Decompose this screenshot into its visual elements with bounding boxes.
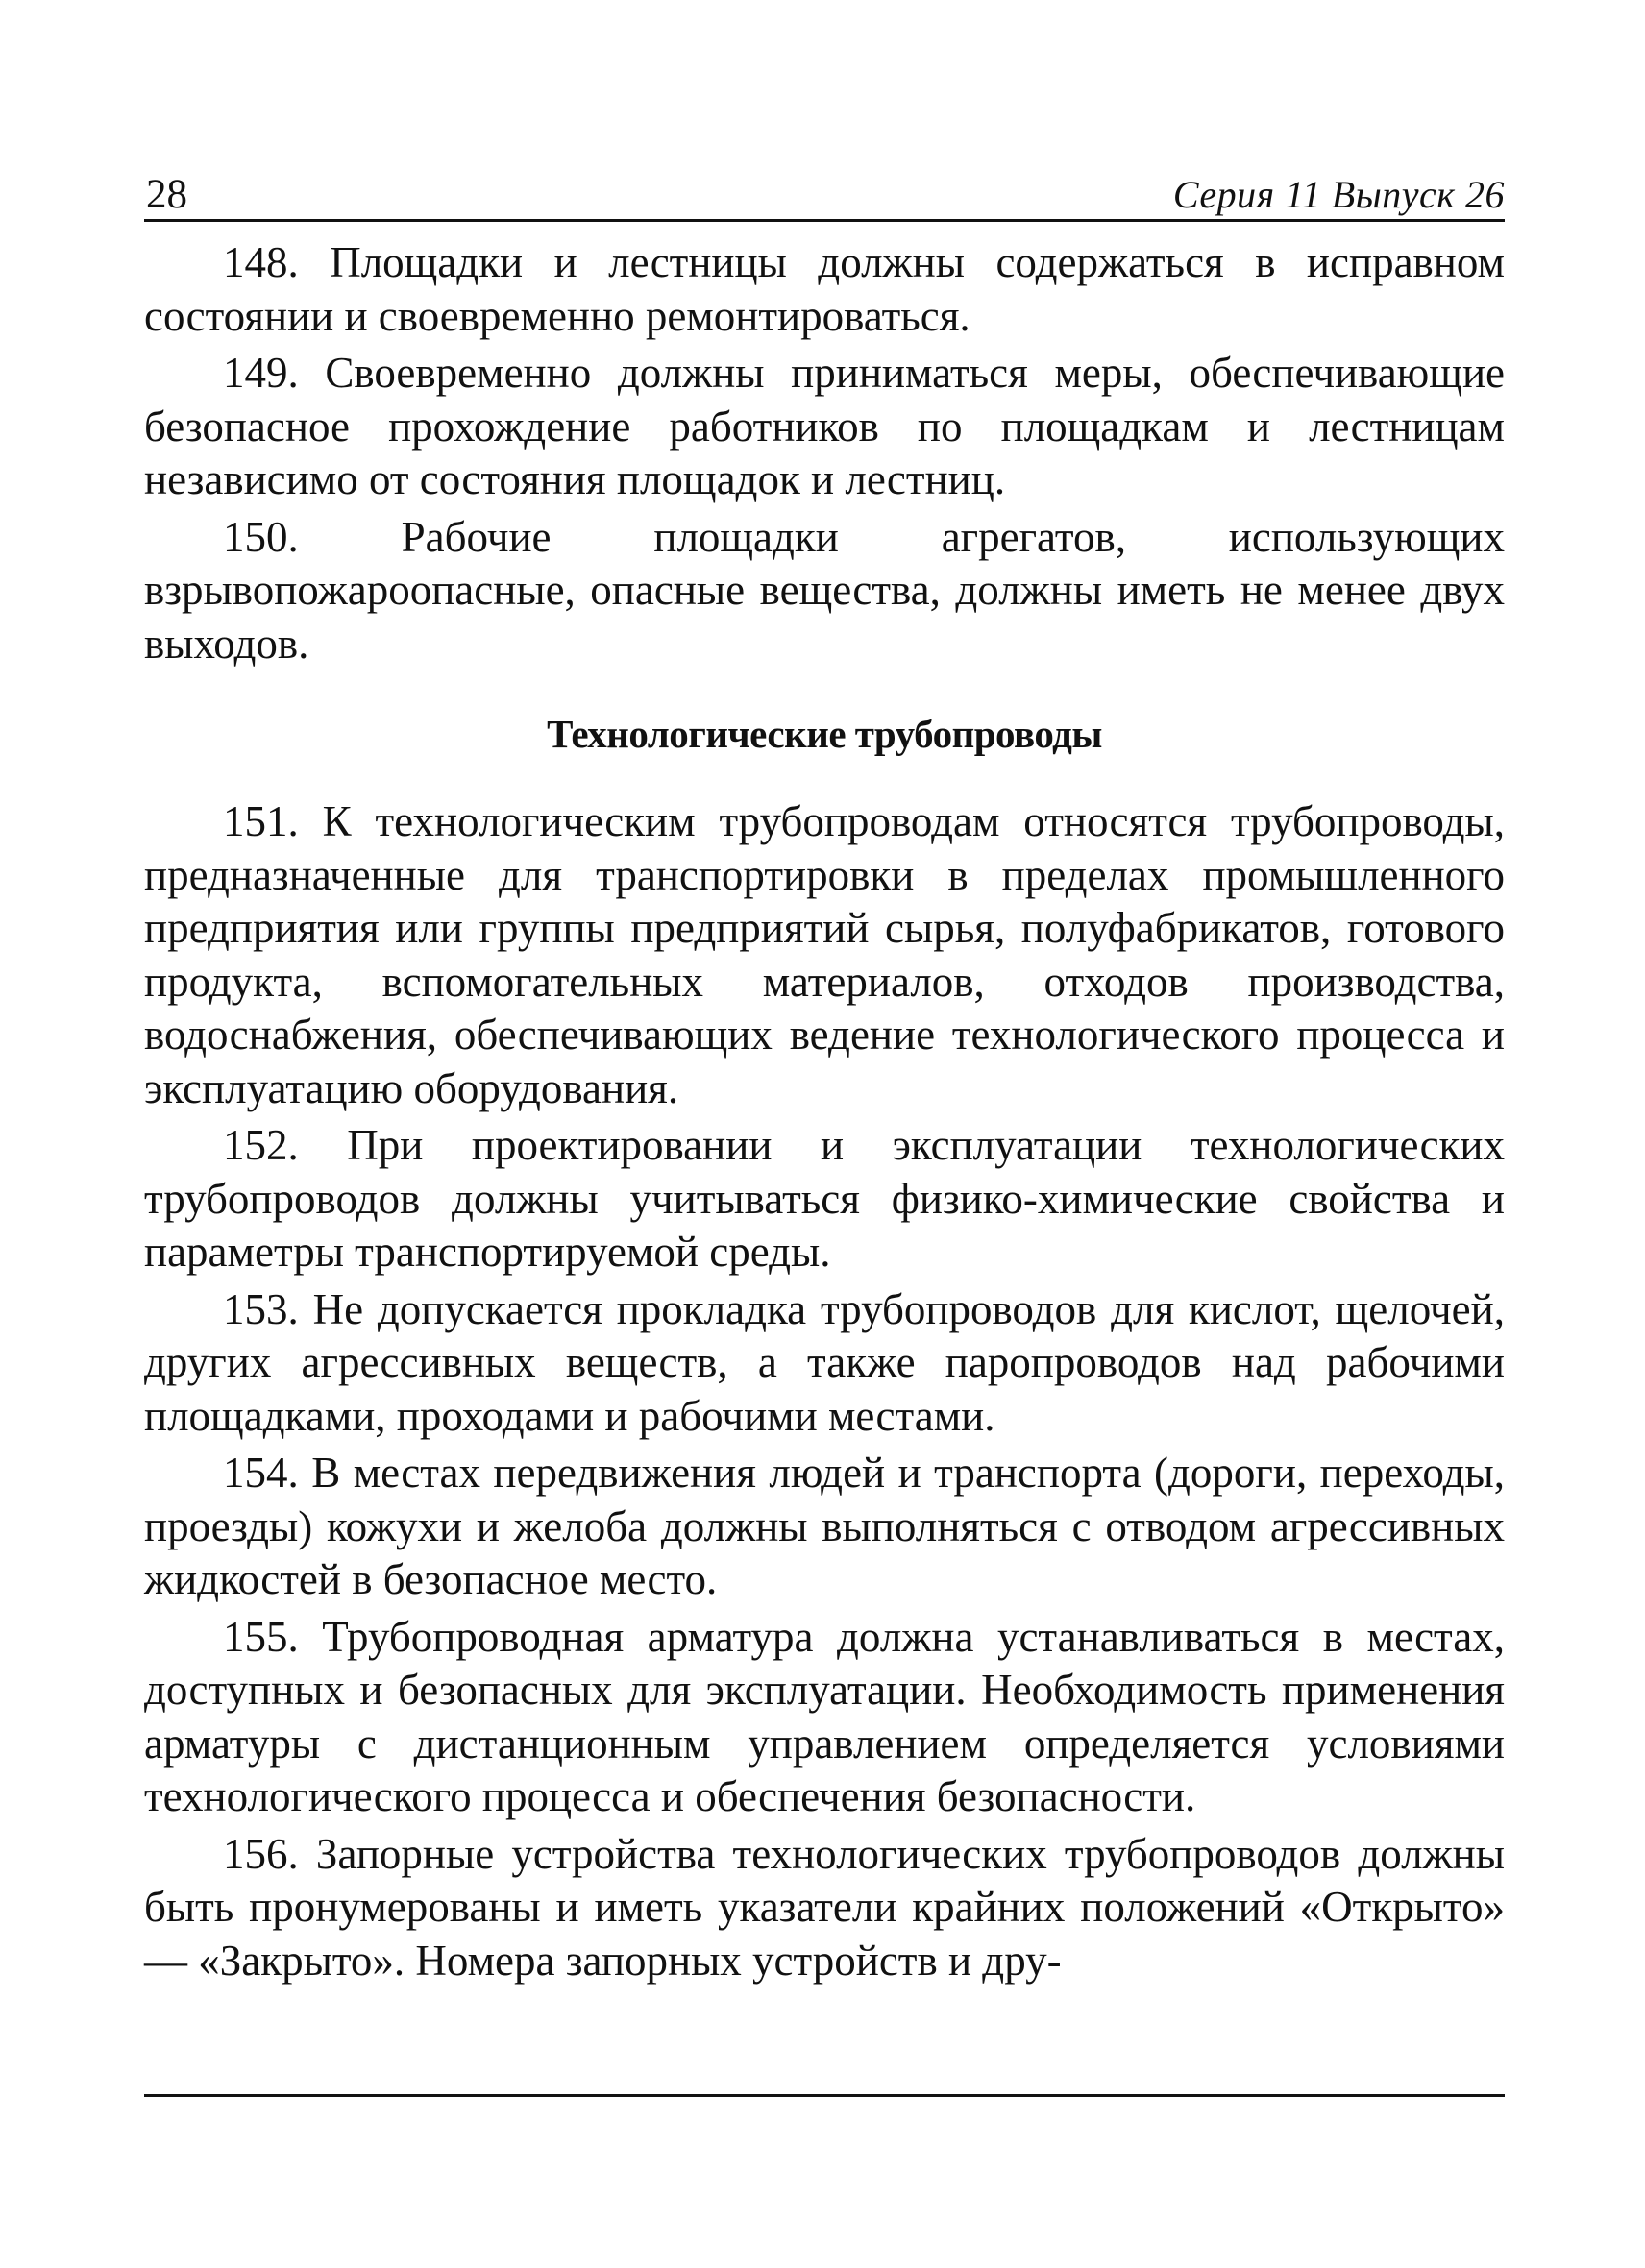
paragraph-150: 150. Рабочие площадки агрегатов, использующих взрывопожароопасные, опасные вещества, должны иметь не менее двух выходов. — [144, 512, 1505, 668]
running-head: Серия 11 Выпуск 26 — [1172, 173, 1505, 216]
paragraph-151: 151. К технологическим трубопроводам относятся трубопроводы, предназначенные для транспортировки в пределах промышленного предприятия или группы предприятий сырья, полуфабрикатов, готового продукта, вспомогательных материалов, отходов производства, водоснабжения, обеспечивающих ведение технологического процесса и эксплуатацию оборудования. — [144, 797, 1505, 1112]
section-heading: Технологические трубопроводы — [547, 712, 1102, 756]
paragraph-153: 153. Не допускается прокладка трубопроводов для кислот, щелочей, других агрессивных веществ, а также паропроводов над рабочими площадками, проходами и рабочими местами. — [144, 1284, 1505, 1440]
page-header — [144, 159, 1505, 222]
paragraph-148: 148. Площадки и лестницы должны содержаться в исправном состоянии и своевременно ремонтироваться. — [144, 238, 1505, 340]
paragraph-155: 155. Трубопроводная арматура должна устанавливаться в местах, доступных и безопасных для эксплуатации. Необходимость применения арматуры с дистанционным управлением определяется условиями технологического процесса и обеспечения безопасности. — [144, 1612, 1505, 1820]
paragraph-156: 156. Запорные устройства технологических трубопроводов должны быть пронумерованы и иметь указатели крайних положений «Открыто» — «Закрыто». Номера запорных устройств и дру- — [144, 1829, 1505, 1985]
paragraph-152: 152. При проектировании и эксплуатации технологических трубопроводов должны учитываться физико-химические свойства и параметры транспортируемой среды. — [144, 1121, 1505, 1276]
footer-rule — [144, 2094, 1505, 2097]
page-body — [144, 236, 1505, 1991]
page-number: 28 — [146, 172, 187, 217]
paragraph-149: 149. Своевременно должны приниматься меры, обеспечивающие безопасное прохождение работников по площадкам и лестницам независимо от состояния площадок и лестниц. — [144, 349, 1505, 503]
paragraph-154: 154. В местах передвижения людей и транспорта (дороги, переходы, проезды) кожухи и желоба должны выполняться с отводом агрессивных жидкостей в безопасное место. — [144, 1449, 1505, 1603]
